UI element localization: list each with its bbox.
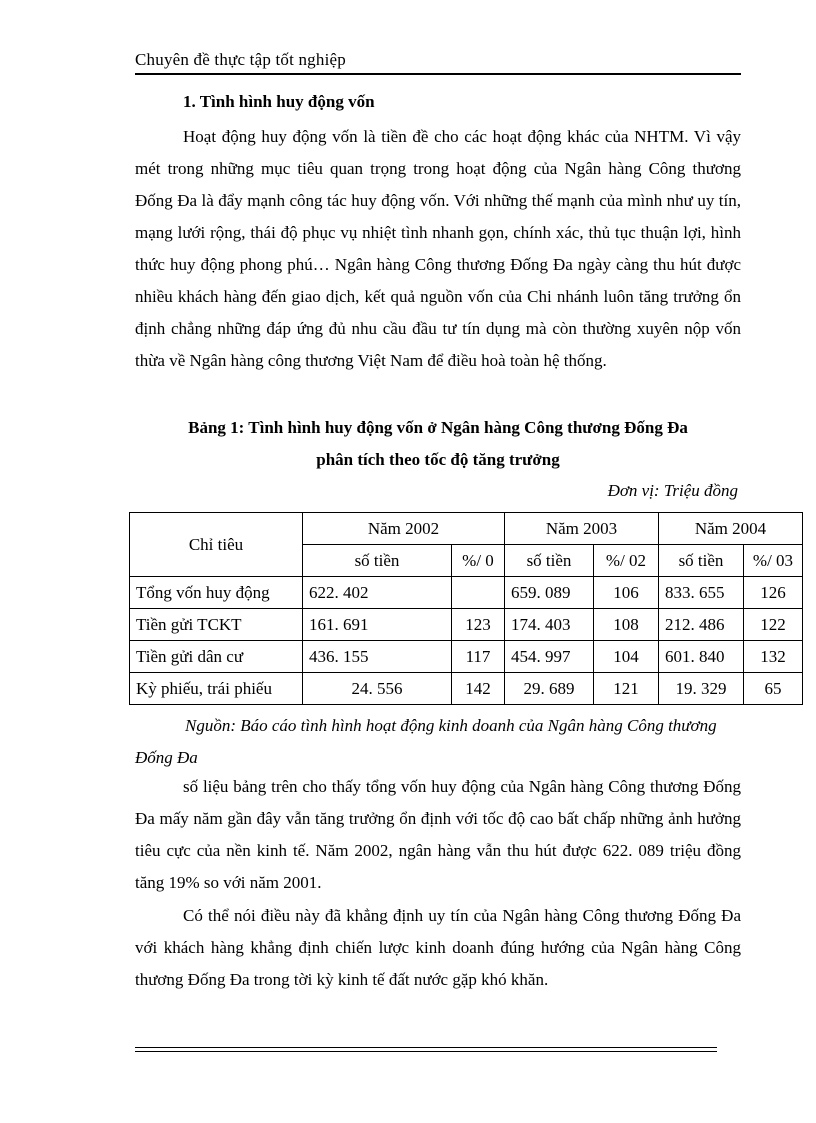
table-row: [130, 609, 803, 641]
paragraph-2: số liệu bảng trên cho thấy tổng vốn huy động của Ngân hàng Công thương Đống Đa mấy năm gần đây vẫn tăng trưởng ổn định với tốc độ cao bất chấp những ảnh hưởng tiêu cực của nền kinh tế. Năm 2002, ngân hàng vẫn thu hút được 622. 089 triệu đồng tăng 19% so với năm 2001.: [135, 777, 741, 892]
header-rule: [135, 73, 741, 75]
cell-pct: 132: [744, 641, 803, 673]
table-unit: Đơn vị: Triệu đồng: [607, 481, 738, 500]
section-heading: 1. Tình hình huy động vốn: [183, 92, 375, 111]
table-row: [130, 577, 803, 609]
cell-pct: 126: [744, 577, 803, 609]
cell-amount: 436. 155: [303, 641, 452, 673]
cell-amount: 659. 089: [505, 577, 594, 609]
row-label: Tiền gửi dân cư: [130, 641, 303, 673]
subheader-pct: %/ 02: [594, 545, 659, 577]
row-label: Tổng vốn huy động: [130, 577, 303, 609]
footer-rule: [135, 1047, 717, 1048]
cell-amount: 24. 556: [303, 673, 452, 705]
cell-pct: 142: [452, 673, 505, 705]
cell-amount: 19. 329: [659, 673, 744, 705]
cell-amount: 29. 689: [505, 673, 594, 705]
subheader-amount: số tiền: [659, 545, 744, 577]
table-source: Nguồn: Báo cáo tình hình hoạt động kinh doanh của Ngân hàng Công thương Đống Đa: [135, 716, 717, 767]
cell-pct: 65: [744, 673, 803, 705]
cell-amount: 622. 402: [303, 577, 452, 609]
year-header-2003: Năm 2003: [505, 513, 659, 545]
cell-amount: 601. 840: [659, 641, 744, 673]
data-table: [129, 512, 803, 705]
year-header-2002: Năm 2002: [303, 513, 505, 545]
cell-pct: 122: [744, 609, 803, 641]
cell-amount: 161. 691: [303, 609, 452, 641]
footer-rule: [135, 1051, 717, 1052]
paragraph-1: Hoạt động huy động vốn là tiền đề cho các hoạt động khác của NHTM. Vì vậy mét trong những mục tiêu quan trọng trong hoạt động của Ngân hàng Công thương Đống Đa là đẩy mạnh công tác huy động vốn. Với những thế mạnh của mình như uy tín, mạng lưới rộng, thái độ phục vụ nhiệt tình nhanh gọn, chính xác, thủ tục thuận lợi, hình thức huy động phong phú… Ngân hàng Công thương Đống Đa ngày càng thu hút được nhiều khách hàng đến giao dịch, kết quả nguồn vốn của Chi nhánh luôn tăng trưởng ổn định chẳng những đáp ứng đủ nhu cầu đầu tư tín dụng mà còn thường xuyên nộp vốn thừa về Ngân hàng công thương Việt Nam để điều hoà toàn hệ thống.: [135, 127, 741, 370]
cell-amount: 212. 486: [659, 609, 744, 641]
year-header-2004: Năm 2004: [659, 513, 803, 545]
paragraph-3: Có thể nói điều này đã khẳng định uy tín của Ngân hàng Công thương Đống Đa với khách hàng khẳng định chiến lược kinh doanh đúng hướng của Ngân hàng Công thương Đống Đa trong tời kỳ kinh tế đất nước gặp khó khăn.: [135, 906, 741, 989]
header-title: Chuyên đề thực tập tốt nghiệp: [135, 50, 346, 69]
cell-amount: 174. 403: [505, 609, 594, 641]
cell-pct: 106: [594, 577, 659, 609]
cell-pct: 123: [452, 609, 505, 641]
table-title-line1: Bảng 1: Tình hình huy động vốn ở Ngân hàng Công thương Đống Đa: [188, 418, 688, 437]
subheader-pct: %/ 0: [452, 545, 505, 577]
table-header-row: [130, 513, 803, 545]
table-title-line2: phân tích theo tốc độ tăng trưởng: [316, 450, 560, 469]
cell-pct: 104: [594, 641, 659, 673]
subheader-pct: %/ 03: [744, 545, 803, 577]
subheader-amount: số tiền: [303, 545, 452, 577]
table-row: [130, 641, 803, 673]
cell-amount: 833. 655: [659, 577, 744, 609]
subheader-amount: số tiền: [505, 545, 594, 577]
cell-pct: 108: [594, 609, 659, 641]
cell-pct: [452, 577, 505, 609]
row-label: Tiền gửi TCKT: [130, 609, 303, 641]
header-label-cell: Chỉ tiêu: [130, 513, 303, 577]
cell-pct: 117: [452, 641, 505, 673]
table-row: [130, 673, 803, 705]
cell-pct: 121: [594, 673, 659, 705]
row-label: Kỳ phiếu, trái phiếu: [130, 673, 303, 705]
cell-amount: 454. 997: [505, 641, 594, 673]
